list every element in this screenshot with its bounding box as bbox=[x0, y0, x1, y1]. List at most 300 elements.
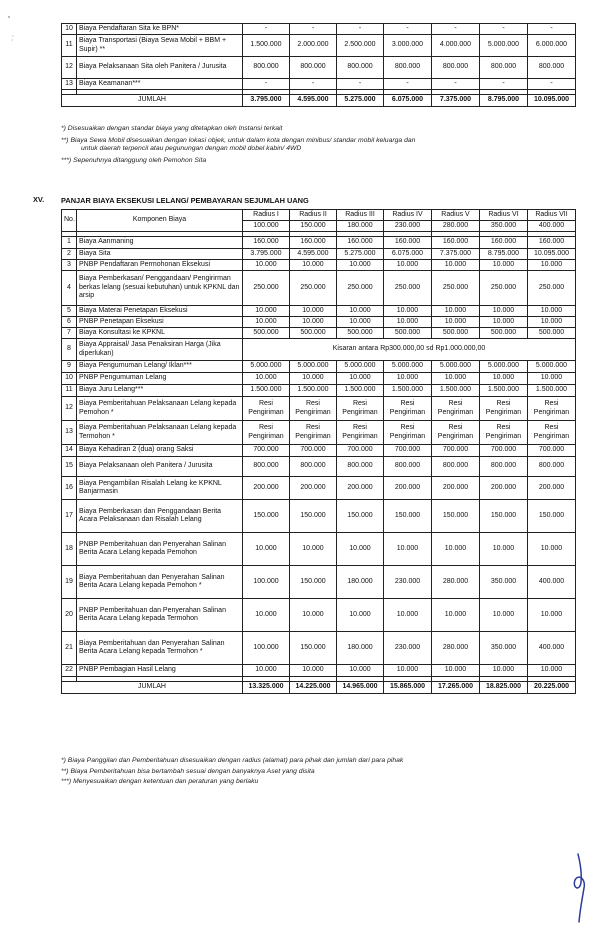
cost-cell: 10.000 bbox=[243, 533, 290, 566]
table-row bbox=[62, 249, 576, 260]
table-row bbox=[62, 397, 576, 421]
cost-cell: 2.000.000 bbox=[290, 35, 337, 57]
cost-cell: 10.000 bbox=[337, 317, 384, 328]
total-cell: 14.965.000 bbox=[337, 682, 384, 694]
cost-cell: 150.000 bbox=[384, 500, 432, 533]
cost-cell: 800.000 bbox=[290, 57, 337, 79]
row-component: Biaya Juru Lelang*** bbox=[77, 385, 243, 397]
note-line: *) Biaya Panggilan dan Pemberitahuan disesuaikan dengan radius (alamat) para pihak dan jumlah dari para pihak bbox=[61, 757, 404, 764]
table-row bbox=[62, 477, 576, 500]
cost-cell: 10.000 bbox=[384, 373, 432, 385]
header-radius-value: 150.000 bbox=[290, 221, 337, 232]
cost-cell: 500.000 bbox=[528, 328, 576, 339]
cost-cell: 10.000 bbox=[528, 533, 576, 566]
cost-cell: 280.000 bbox=[432, 566, 480, 599]
cost-cell: 10.000 bbox=[337, 373, 384, 385]
resi-cell: Resi Pengiriman bbox=[337, 397, 384, 421]
total-cell: 15.865.000 bbox=[384, 682, 432, 694]
row-component: PNBP Pemberitahuan dan Penyerahan Salinan Berita Acara Lelang kepada Termohon bbox=[77, 599, 243, 632]
cost-cell: 10.000 bbox=[528, 317, 576, 328]
cost-cell: 10.000 bbox=[480, 665, 528, 677]
row-number: 14 bbox=[62, 445, 77, 457]
cost-cell: 10.000 bbox=[528, 260, 576, 271]
row-component: Biaya Aanmaning bbox=[77, 237, 243, 249]
cost-cell: 800.000 bbox=[290, 457, 337, 477]
row-number: 11 bbox=[62, 35, 77, 57]
header-radius: Radius V bbox=[432, 210, 480, 221]
cost-cell: 160.000 bbox=[243, 237, 290, 249]
note-line: ***) Sepenuhnya ditanggung oleh Pemohon Sita bbox=[61, 156, 207, 164]
table-row bbox=[62, 421, 576, 445]
section-title: PANJAR BIAYA EKSEKUSI LELANG/ PEMBAYARAN SEJUMLAH UANG bbox=[61, 196, 309, 205]
total-cell: 8.795.000 bbox=[480, 95, 528, 107]
cost-cell: 160.000 bbox=[384, 237, 432, 249]
resi-cell: Resi Pengiriman bbox=[290, 421, 337, 445]
cost-cell: - bbox=[528, 79, 576, 90]
total-cell: 17.265.000 bbox=[432, 682, 480, 694]
scan-speck bbox=[6, 14, 16, 44]
cost-cell: 10.000 bbox=[528, 599, 576, 632]
row-number: 10 bbox=[62, 24, 77, 35]
total-cell: 13.325.000 bbox=[243, 682, 290, 694]
row-number: 13 bbox=[62, 79, 77, 90]
row-number: 3 bbox=[62, 260, 77, 271]
total-cell: 20.225.000 bbox=[528, 682, 576, 694]
table-row bbox=[62, 271, 576, 306]
cost-cell: 10.000 bbox=[337, 599, 384, 632]
cost-cell: 6.000.000 bbox=[528, 35, 576, 57]
row-component: PNBP Penetapan Eksekusi bbox=[77, 317, 243, 328]
cost-cell: 150.000 bbox=[290, 566, 337, 599]
cost-cell: 700.000 bbox=[432, 445, 480, 457]
row-number: 13 bbox=[62, 421, 77, 445]
cost-cell: 150.000 bbox=[290, 500, 337, 533]
cost-cell: 700.000 bbox=[243, 445, 290, 457]
total-cell: 3.795.000 bbox=[243, 95, 290, 107]
header-no: No. bbox=[62, 210, 77, 232]
cost-cell: 150.000 bbox=[337, 500, 384, 533]
total-cell: 18.825.000 bbox=[480, 682, 528, 694]
cost-cell: 700.000 bbox=[480, 445, 528, 457]
row-component: Biaya Pemberitahuan dan Penyerahan Salinan Berita Acara Lelang kepada Pemohon * bbox=[77, 566, 243, 599]
total-cell: 14.225.000 bbox=[290, 682, 337, 694]
cost-cell: 500.000 bbox=[432, 328, 480, 339]
header-radius-value: 230.000 bbox=[384, 221, 432, 232]
cost-cell: 500.000 bbox=[384, 328, 432, 339]
cost-cell: 10.000 bbox=[528, 373, 576, 385]
note-line: *) Disesuaikan dengan standar biaya yang ditetapkan oleh Instansi terkait bbox=[61, 125, 283, 132]
total-row bbox=[62, 682, 576, 694]
row-number: 11 bbox=[62, 385, 77, 397]
cost-cell: 5.000.000 bbox=[480, 361, 528, 373]
resi-cell: Resi Pengiriman bbox=[243, 421, 290, 445]
cost-cell: 100.000 bbox=[243, 566, 290, 599]
cost-cell: 10.000 bbox=[337, 665, 384, 677]
cost-cell: 10.000 bbox=[432, 665, 480, 677]
resi-cell: Resi Pengiriman bbox=[384, 397, 432, 421]
header-radius-value: 350.000 bbox=[480, 221, 528, 232]
cost-cell: 5.000.000 bbox=[384, 361, 432, 373]
cost-cell: 10.000 bbox=[243, 665, 290, 677]
row-component: Biaya Pemberitahuan Pelaksanaan Lelang kepada Termohon * bbox=[77, 421, 243, 445]
header-radius: Radius I bbox=[243, 210, 290, 221]
row-number: 9 bbox=[62, 361, 77, 373]
cost-cell: 10.000 bbox=[337, 533, 384, 566]
cost-cell: 10.000 bbox=[480, 260, 528, 271]
cost-cell: 350.000 bbox=[480, 566, 528, 599]
table-row bbox=[62, 373, 576, 385]
row-number: 12 bbox=[62, 397, 77, 421]
cost-cell: 4.000.000 bbox=[432, 35, 480, 57]
header-radius: Radius II bbox=[290, 210, 337, 221]
cost-cell: 10.000 bbox=[384, 665, 432, 677]
cost-cell: 1.500.000 bbox=[243, 35, 290, 57]
header-radius: Radius VII bbox=[528, 210, 576, 221]
row-component: PNBP Pendaftaran Permohonan Eksekusi bbox=[77, 260, 243, 271]
cost-cell: 10.000 bbox=[243, 599, 290, 632]
table-row bbox=[62, 57, 576, 79]
table-row bbox=[62, 260, 576, 271]
cost-cell: 1.500.000 bbox=[337, 385, 384, 397]
cost-cell: 10.000 bbox=[432, 260, 480, 271]
cost-cell: 400.000 bbox=[528, 632, 576, 665]
cost-cell: 160.000 bbox=[432, 237, 480, 249]
table-row bbox=[62, 599, 576, 632]
cost-cell: 3.795.000 bbox=[243, 249, 290, 260]
table-row bbox=[62, 24, 576, 35]
cost-cell: 160.000 bbox=[480, 237, 528, 249]
note-line: untuk daerah terpencil atau pegunungan dengan mobil dobel kabin/ 4WD bbox=[81, 145, 302, 152]
total-cell: 7.375.000 bbox=[432, 95, 480, 107]
cost-cell: 2.500.000 bbox=[337, 35, 384, 57]
row-number: 18 bbox=[62, 533, 77, 566]
row-component: Biaya Pengumuman Lelang/ Iklan*** bbox=[77, 361, 243, 373]
row-number: 6 bbox=[62, 317, 77, 328]
total-row bbox=[62, 95, 576, 107]
row-component: Biaya Pemberitahuan dan Penyerahan Salinan Berita Acara Lelang kepada Termohon * bbox=[77, 632, 243, 665]
cost-cell: 5.275.000 bbox=[337, 249, 384, 260]
cost-cell: 5.000.000 bbox=[480, 35, 528, 57]
row-number: 16 bbox=[62, 477, 77, 500]
cost-cell: - bbox=[290, 79, 337, 90]
header-komponen: Komponen Biaya bbox=[77, 210, 243, 232]
cost-cell: 350.000 bbox=[480, 632, 528, 665]
note-line: ***) Menyesuaikan dengan ketentuan dan peraturan yang berlaku bbox=[61, 778, 259, 785]
cost-cell: 250.000 bbox=[480, 271, 528, 306]
row-number: 21 bbox=[62, 632, 77, 665]
cost-cell: - bbox=[337, 24, 384, 35]
resi-cell: Resi Pengiriman bbox=[290, 397, 337, 421]
row-component: Biaya Pendaftaran Sita ke BPN* bbox=[77, 24, 243, 35]
table-row bbox=[62, 328, 576, 339]
cost-cell: 6.075.000 bbox=[384, 249, 432, 260]
cost-cell: 10.000 bbox=[432, 317, 480, 328]
resi-cell: Resi Pengiriman bbox=[432, 421, 480, 445]
cost-cell: - bbox=[384, 79, 432, 90]
cost-cell: 10.000 bbox=[290, 260, 337, 271]
cost-cell: - bbox=[480, 79, 528, 90]
row-component: Biaya Pemberitahuan Pelaksanaan Lelang kepada Pemohon * bbox=[77, 397, 243, 421]
cost-cell: 700.000 bbox=[290, 445, 337, 457]
cost-cell: 150.000 bbox=[290, 632, 337, 665]
cost-cell: 800.000 bbox=[528, 57, 576, 79]
row-number: 8 bbox=[62, 339, 77, 361]
header-radius-value: 280.000 bbox=[432, 221, 480, 232]
cost-cell: 500.000 bbox=[480, 328, 528, 339]
table-row bbox=[62, 237, 576, 249]
row-component: Biaya Transportasi (Biaya Sewa Mobil + BBM + Supir) ** bbox=[77, 35, 243, 57]
row-component: Biaya Pelaksanaan Sita oleh Panitera / Jurusita bbox=[77, 57, 243, 79]
row-component: Biaya Pemberkasan dan Penggandaan Berita Acara Pelaksanaan dan Risalah Lelang bbox=[77, 500, 243, 533]
resi-cell: Resi Pengiriman bbox=[432, 397, 480, 421]
cost-cell: - bbox=[243, 79, 290, 90]
cost-cell: 180.000 bbox=[337, 632, 384, 665]
note-line: **) Biaya Sewa Mobil disesuaikan dengan lokasi objek, untuk dalam kota dengan minibus/ standar mobil keluarga dan bbox=[61, 136, 416, 144]
sita-cost-rows bbox=[62, 24, 576, 107]
sita-cost-table-continued bbox=[61, 23, 576, 107]
cost-cell: 230.000 bbox=[384, 632, 432, 665]
header-radius-value: 180.000 bbox=[337, 221, 384, 232]
cost-cell: 160.000 bbox=[528, 237, 576, 249]
cost-cell: 400.000 bbox=[528, 566, 576, 599]
cost-cell: 10.000 bbox=[290, 665, 337, 677]
total-cell: 5.275.000 bbox=[337, 95, 384, 107]
cost-cell: 800.000 bbox=[432, 457, 480, 477]
cost-cell: 10.000 bbox=[337, 260, 384, 271]
cost-cell: 10.000 bbox=[384, 317, 432, 328]
row-number: 7 bbox=[62, 328, 77, 339]
total-label: JUMLAH bbox=[62, 95, 243, 107]
resi-cell: Resi Pengiriman bbox=[480, 397, 528, 421]
total-cell: 6.075.000 bbox=[384, 95, 432, 107]
cost-cell: 7.375.000 bbox=[432, 249, 480, 260]
resi-cell: Resi Pengiriman bbox=[528, 397, 576, 421]
notes-part2 bbox=[61, 757, 581, 787]
row-number: 22 bbox=[62, 665, 77, 677]
cost-cell: 800.000 bbox=[337, 57, 384, 79]
row-component: Biaya Materai Penetapan Eksekusi bbox=[77, 306, 243, 317]
note-line: **) Biaya Pemberitahuan bisa bertambah sesuai dengan banyaknya Aset yang disita bbox=[61, 767, 315, 775]
resi-cell: Resi Pengiriman bbox=[480, 421, 528, 445]
cost-cell: 200.000 bbox=[432, 477, 480, 500]
header-radius: Radius IV bbox=[384, 210, 432, 221]
notes-part1 bbox=[61, 125, 581, 165]
cost-cell: 5.000.000 bbox=[528, 361, 576, 373]
cost-cell: 10.000 bbox=[432, 306, 480, 317]
row-component: Biaya Sita bbox=[77, 249, 243, 260]
total-label: JUMLAH bbox=[62, 682, 243, 694]
cost-cell: 10.000 bbox=[337, 306, 384, 317]
table-row bbox=[62, 632, 576, 665]
row-number: 5 bbox=[62, 306, 77, 317]
cost-cell: 250.000 bbox=[337, 271, 384, 306]
table-row bbox=[62, 317, 576, 328]
cost-cell: 250.000 bbox=[290, 271, 337, 306]
cost-cell: 800.000 bbox=[384, 457, 432, 477]
resi-cell: Resi Pengiriman bbox=[243, 397, 290, 421]
table-row bbox=[62, 385, 576, 397]
cost-cell: 10.000 bbox=[480, 373, 528, 385]
cost-cell: 10.000 bbox=[384, 260, 432, 271]
cost-cell: 10.000 bbox=[243, 373, 290, 385]
header-radius: Radius VI bbox=[480, 210, 528, 221]
cost-cell: 200.000 bbox=[480, 477, 528, 500]
table-row bbox=[62, 445, 576, 457]
cost-cell: 800.000 bbox=[432, 57, 480, 79]
cost-cell: 200.000 bbox=[337, 477, 384, 500]
table-row bbox=[62, 665, 576, 677]
cost-cell: - bbox=[243, 24, 290, 35]
cost-cell: - bbox=[432, 79, 480, 90]
cost-cell: - bbox=[480, 24, 528, 35]
row-number: 2 bbox=[62, 249, 77, 260]
cost-cell: 200.000 bbox=[290, 477, 337, 500]
row-component: PNBP Pengumuman Lelang bbox=[77, 373, 243, 385]
cost-cell: 10.000 bbox=[480, 533, 528, 566]
cost-cell: 1.500.000 bbox=[528, 385, 576, 397]
cost-cell: 700.000 bbox=[384, 445, 432, 457]
row-number: 19 bbox=[62, 566, 77, 599]
section-number: XV. bbox=[33, 195, 45, 204]
row-number: 17 bbox=[62, 500, 77, 533]
cost-cell: 500.000 bbox=[290, 328, 337, 339]
table-row bbox=[62, 533, 576, 566]
lelang-cost-rows bbox=[62, 232, 576, 694]
table-row bbox=[62, 361, 576, 373]
row-number: 1 bbox=[62, 237, 77, 249]
cost-cell: 10.000 bbox=[290, 599, 337, 632]
cost-cell: - bbox=[384, 24, 432, 35]
table-row bbox=[62, 457, 576, 477]
cost-cell: 10.000 bbox=[384, 306, 432, 317]
cost-cell: 1.500.000 bbox=[480, 385, 528, 397]
cost-cell: 280.000 bbox=[432, 632, 480, 665]
cost-cell: 800.000 bbox=[384, 57, 432, 79]
row-number: 15 bbox=[62, 457, 77, 477]
cost-cell: 200.000 bbox=[528, 477, 576, 500]
row-component: Biaya Appraisal/ Jasa Penaksiran Harga (Jika diperlukan) bbox=[77, 339, 243, 361]
cost-cell: 500.000 bbox=[337, 328, 384, 339]
cost-cell: 10.000 bbox=[384, 599, 432, 632]
resi-cell: Resi Pengiriman bbox=[337, 421, 384, 445]
row-component: Biaya Pengambilan Risalah Lelang ke KPKNL Banjarmasin bbox=[77, 477, 243, 500]
cost-cell: 150.000 bbox=[480, 500, 528, 533]
row-component: PNBP Pembagian Hasil Lelang bbox=[77, 665, 243, 677]
table-row bbox=[62, 79, 576, 90]
cost-cell: 10.000 bbox=[528, 306, 576, 317]
row-component: PNBP Pemberitahuan dan Penyerahan Salinan Berita Acara Lelang kepada Pemohon bbox=[77, 533, 243, 566]
cost-cell: 250.000 bbox=[243, 271, 290, 306]
cost-cell: 100.000 bbox=[243, 632, 290, 665]
cost-cell: 700.000 bbox=[528, 445, 576, 457]
cost-cell: 10.000 bbox=[243, 317, 290, 328]
cost-cell: - bbox=[528, 24, 576, 35]
resi-cell: Resi Pengiriman bbox=[384, 421, 432, 445]
cost-cell: 160.000 bbox=[290, 237, 337, 249]
signature-paraf bbox=[566, 852, 592, 924]
total-cell: 10.095.000 bbox=[528, 95, 576, 107]
row-component: Biaya Pemberkasan/ Penggandaan/ Pengirirman berkas lelang (sesuai kebutuhan) untuk KPKNL dan arsip bbox=[77, 271, 243, 306]
header-radius-value: 100.000 bbox=[243, 221, 290, 232]
cost-cell: 10.000 bbox=[528, 665, 576, 677]
cost-cell: 10.000 bbox=[432, 533, 480, 566]
cost-cell: 700.000 bbox=[337, 445, 384, 457]
cost-cell: 8.795.000 bbox=[480, 249, 528, 260]
cost-cell: 5.000.000 bbox=[243, 361, 290, 373]
cost-cell: 3.000.000 bbox=[384, 35, 432, 57]
row-component: Biaya Konsultasi ke KPKNL bbox=[77, 328, 243, 339]
cost-cell: 10.000 bbox=[480, 317, 528, 328]
cost-cell: 150.000 bbox=[243, 500, 290, 533]
cost-cell: 1.500.000 bbox=[384, 385, 432, 397]
cost-cell: 10.000 bbox=[243, 306, 290, 317]
cost-cell: 800.000 bbox=[337, 457, 384, 477]
cost-cell: 10.000 bbox=[290, 373, 337, 385]
lelang-cost-table bbox=[61, 209, 576, 694]
cost-cell: 5.000.000 bbox=[290, 361, 337, 373]
cost-cell: 800.000 bbox=[480, 457, 528, 477]
table-row bbox=[62, 566, 576, 599]
total-cell: 4.595.000 bbox=[290, 95, 337, 107]
cost-cell: 230.000 bbox=[384, 566, 432, 599]
row-number: 12 bbox=[62, 57, 77, 79]
cost-cell: 10.000 bbox=[290, 306, 337, 317]
cost-cell: 800.000 bbox=[243, 57, 290, 79]
table-row bbox=[62, 500, 576, 533]
cost-cell: 250.000 bbox=[432, 271, 480, 306]
resi-cell: Resi Pengiriman bbox=[528, 421, 576, 445]
range-note-cell: Kisaran antara Rp300.000,00 sd Rp1.000.000,00 bbox=[243, 339, 576, 361]
cost-cell: 5.000.000 bbox=[337, 361, 384, 373]
header-radius-value: 400.000 bbox=[528, 221, 576, 232]
cost-cell: 1.500.000 bbox=[290, 385, 337, 397]
row-number: 20 bbox=[62, 599, 77, 632]
cost-cell: - bbox=[290, 24, 337, 35]
cost-cell: 250.000 bbox=[384, 271, 432, 306]
cost-cell: 160.000 bbox=[337, 237, 384, 249]
table-row bbox=[62, 35, 576, 57]
cost-cell: 800.000 bbox=[528, 457, 576, 477]
cost-cell: 200.000 bbox=[243, 477, 290, 500]
table-row bbox=[62, 306, 576, 317]
cost-cell: 800.000 bbox=[243, 457, 290, 477]
cost-cell: 5.000.000 bbox=[432, 361, 480, 373]
table-row bbox=[62, 339, 576, 361]
row-number: 10 bbox=[62, 373, 77, 385]
cost-cell: 10.000 bbox=[290, 317, 337, 328]
cost-cell: 10.000 bbox=[432, 373, 480, 385]
cost-cell: 180.000 bbox=[337, 566, 384, 599]
cost-cell: 10.000 bbox=[480, 306, 528, 317]
cost-cell: 10.000 bbox=[243, 260, 290, 271]
cost-cell: 10.000 bbox=[480, 599, 528, 632]
row-component: Biaya Kehadiran 2 (dua) orang Saksi bbox=[77, 445, 243, 457]
cost-cell: 10.000 bbox=[290, 533, 337, 566]
cost-cell: 1.500.000 bbox=[432, 385, 480, 397]
cost-cell: 4.595.000 bbox=[290, 249, 337, 260]
cost-cell: 10.095.000 bbox=[528, 249, 576, 260]
lelang-table-header bbox=[62, 210, 576, 232]
cost-cell: 500.000 bbox=[243, 328, 290, 339]
cost-cell: 10.000 bbox=[432, 599, 480, 632]
header-radius: Radius III bbox=[337, 210, 384, 221]
row-component: Biaya Keamanan*** bbox=[77, 79, 243, 90]
cost-cell: 800.000 bbox=[480, 57, 528, 79]
cost-cell: 1.500.000 bbox=[243, 385, 290, 397]
cost-cell: - bbox=[337, 79, 384, 90]
cost-cell: 150.000 bbox=[528, 500, 576, 533]
cost-cell: 200.000 bbox=[384, 477, 432, 500]
